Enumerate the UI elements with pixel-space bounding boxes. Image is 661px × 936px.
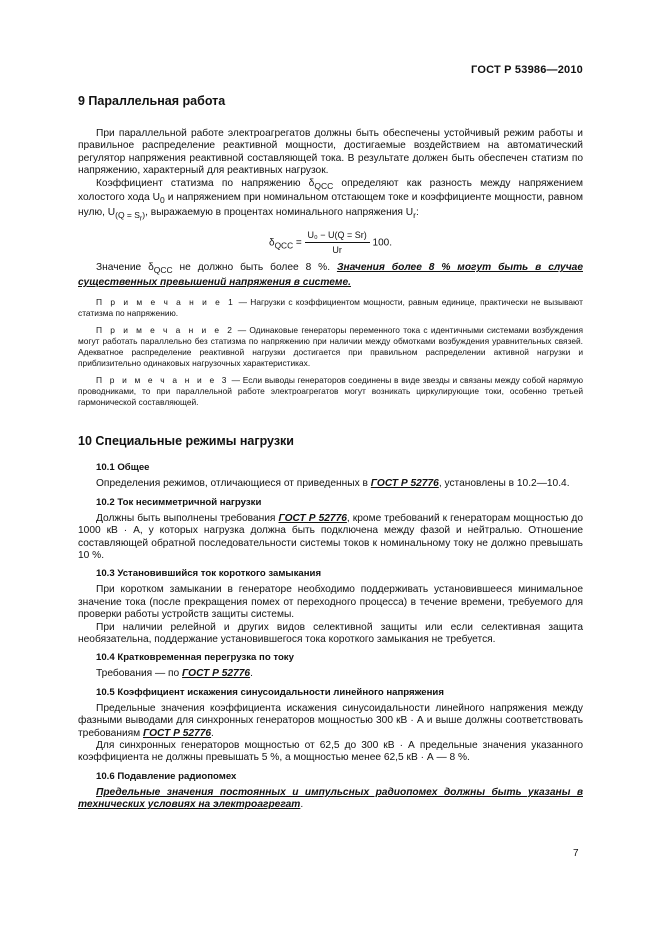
document-header-id: ГОСТ Р 53986—2010 [471, 64, 583, 76]
subsection-10-3-paragraph-2: При наличии релейной и других видов селективной защиты или если селективная защита необязательна, поддержание установившегося тока короткого замыкания не требуется. [78, 621, 583, 645]
formula-fraction [305, 229, 370, 257]
gost-reference: ГОСТ Р 52776 [370, 478, 439, 490]
subsection-10-2-text: Должны быть выполнены требования ГОСТ Р 52776, кроме требований к генераторам мощностью до 1000 кВ · А, у которых нагрузка должна быть подключена между фазой и нейтралью. Отношение составляющей обратной последовательности системы токов к номинальному току не должно превышать 10 %. [78, 512, 583, 561]
amendment-text: Предельные значения постоянных и импульсных радиопомех должны быть указаны в технических условиях на электроагрегат [78, 786, 583, 811]
section-9-paragraph-2: Коэффициент статизма по напряжению $\delta_{QCC}$ определяют как разность между напряжением холостого хода $U_0$ и напряжением при номинальном отстающем токе и коэффициенте мощности, равном нулю, $U_{(Q = S_r)}$, выражаемую в процентах номинального напряжения $U_r$: [78, 177, 584, 223]
page-number: 7 [573, 848, 579, 859]
section-10-heading: 10 Специальные режимы нагрузки [78, 434, 294, 449]
note-2: П р и м е ч а н и е 2 — Одинаковые генераторы переменного тока с идентичными системами возбуждения могут работать параллельно без статизма по напряжению при наличии между обмотками возбуждения уравнительных связей. Адекватное распределение реактивной нагрузки достигается при правильном распределении активной нагрузки и приблизительно одинаковых нагрузочных характеристиках. [78, 325, 583, 369]
section-9-paragraph-3: Значение $\delta_{QCC}$ не должно быть более 8 %. Значения более 8 % могут быть в случае существенных превышений напряжения в системе. [78, 262, 583, 288]
note-1: П р и м е ч а н и е 1 — Нагрузки с коэффициентом мощности, равным единице, практически не вызывают статизма по напряжению. [78, 297, 583, 319]
subsection-10-4-heading: 10.4 Кратковременная перегрузка по току [96, 652, 294, 664]
subsection-10-1-text: Определения режимов, отличающиеся от приведенных в ГОСТ Р 52776, установлены в 10.2—10.4. [96, 478, 570, 490]
note-3: П р и м е ч а н и е 3 — Если выводы генераторов соединены в виде звезды и связаны между собой нарямую проводниками, то при параллельной работе электроагрегатов могут возникать циркулирующие токи, особенно третьей гармонической составляющей. [78, 375, 583, 408]
amendment-text: Значения более 8 % могут быть в случае существенных превышений напряжения в системе. [78, 262, 583, 288]
subsection-10-5-heading: 10.5 Коэффициент искажения синусоидальности линейного напряжения [96, 686, 444, 698]
subsection-10-2-heading: 10.2 Ток несимметричной нагрузки [96, 496, 262, 508]
page-content [78, 92, 583, 812]
subsection-10-6-text: Предельные значения постоянных и импульсных радиопомех должны быть указаны в технических условиях на электроагрегат. [78, 786, 583, 811]
statism-formula: $\delta_{QCC}$ = $\frac{\text{U₀ − U(Q = Sr)}}{Ur}$ 100. [269, 229, 392, 256]
subsection-10-5-paragraph-2: Для синхронных генераторов мощностью от 62,5 до 300 кВ · А предельные значения указанного коэффициента не должны превышать 5 %, а мощностью менее 62,5 кВ · А — 8 %. [78, 739, 583, 764]
subsection-10-3-paragraph-1: При коротком замыкании в генераторе необходимо поддерживать установившееся минимальное значение тока (после прекращения помех от переходного процесса) в течение времени, требуемого для проверки работы устройств защиты системы. [78, 584, 583, 621]
gost-reference: ГОСТ Р 52776 [278, 512, 347, 524]
subsection-10-1-heading: 10.1 Общее [96, 462, 150, 474]
gost-reference: ГОСТ Р 52776 [143, 727, 212, 739]
subsection-10-5-paragraph-1: Предельные значения коэффициента искажения синусоидальности линейного напряжения между фазными выводами для синхронных генераторов мощностью 300 кВ · А и выше должны соответствовать требованиям ГОСТ Р 52776. [78, 702, 583, 739]
section-9-paragraph-1: При параллельной работе электроагрегатов должны быть обеспечены устойчивый режим работы и правильное распределение реактивной мощности, достигаемые воздействием на автоматический регулятор напряжения реактивной составляющей тока. В результате должен быть обеспечен статизм по напряжению, характерный для реактивных нагрузок. [78, 128, 583, 177]
subsection-10-4-text: Требования — по ГОСТ Р 52776. [96, 668, 253, 680]
formula-numerator: U₀ − U(Q = Sr) [305, 229, 370, 243]
gost-reference: ГОСТ Р 52776 [182, 668, 251, 680]
subsection-10-6-heading: 10.6 Подавление радиопомех [96, 770, 237, 782]
formula-denominator: Ur [332, 245, 342, 256]
section-9-heading: 9 Параллельная работа [78, 94, 226, 108]
subsection-10-3-heading: 10.3 Установившийся ток короткого замыкания [96, 568, 322, 580]
